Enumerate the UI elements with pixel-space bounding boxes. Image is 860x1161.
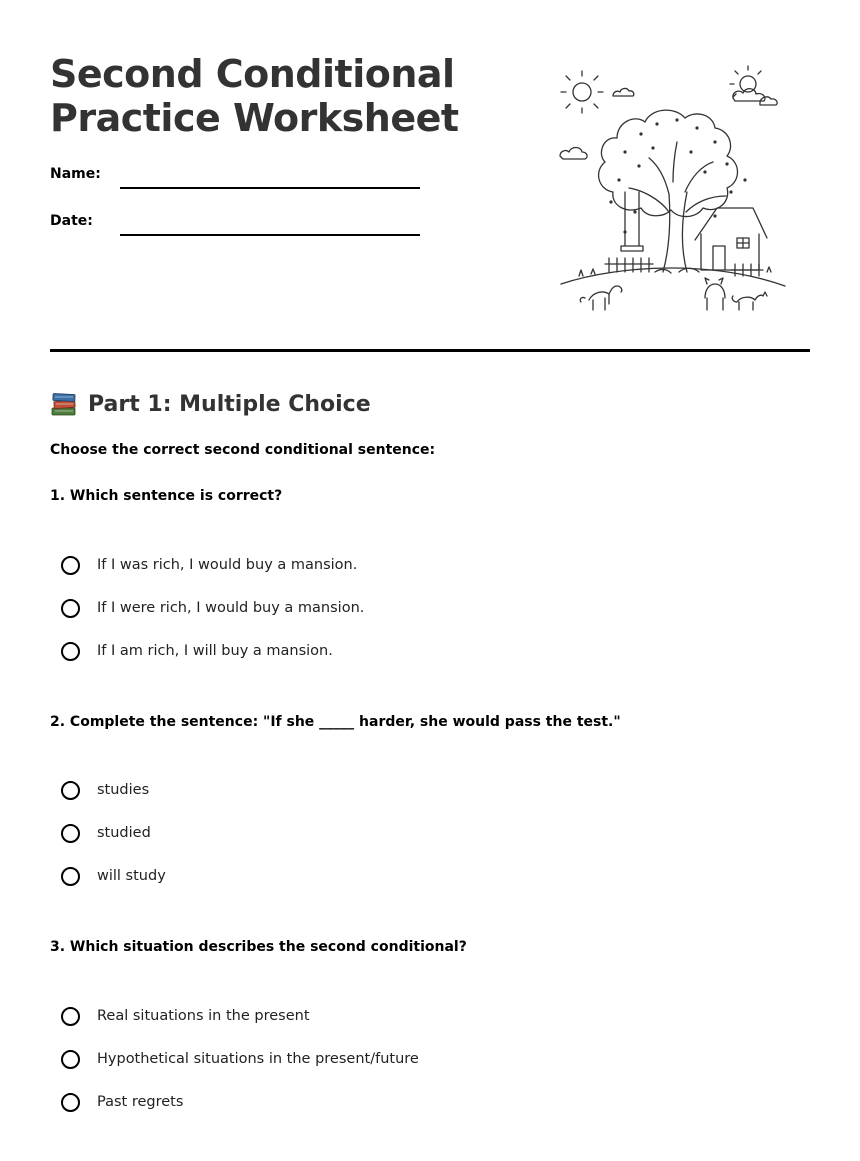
question-3: 3. Which situation describes the second conditional? bbox=[50, 939, 467, 955]
q1-option-a-radio[interactable] bbox=[61, 556, 80, 575]
q3-option-a[interactable] bbox=[60, 1004, 310, 1028]
q1-option-a[interactable] bbox=[60, 553, 357, 577]
part1-instruction: Choose the correct second conditional sentence: bbox=[50, 442, 436, 458]
q1-option-c-label: If I am rich, I will buy a mansion. bbox=[97, 643, 333, 659]
q3-option-b[interactable] bbox=[60, 1047, 419, 1071]
q1-option-b-label: If I were rich, I would buy a mansion. bbox=[97, 600, 365, 616]
books-icon bbox=[50, 391, 78, 417]
q1-option-a-label: If I was rich, I would buy a mansion. bbox=[97, 557, 358, 573]
q1-option-c-radio[interactable] bbox=[61, 642, 80, 661]
q3-option-c[interactable] bbox=[60, 1090, 183, 1114]
q2-option-a-radio[interactable] bbox=[61, 781, 80, 800]
part1-title bbox=[50, 389, 371, 419]
q2-option-b-label: studied bbox=[97, 825, 151, 841]
q3-option-b-radio[interactable] bbox=[61, 1050, 80, 1069]
title-line-1: Second Conditional bbox=[50, 52, 455, 96]
name-label: Name: bbox=[50, 166, 101, 182]
q2-option-c-radio[interactable] bbox=[61, 867, 80, 886]
q1-option-b[interactable] bbox=[60, 596, 364, 620]
q2-option-a-label: studies bbox=[97, 782, 150, 798]
header-divider bbox=[50, 349, 810, 352]
q3-option-a-radio[interactable] bbox=[61, 1007, 80, 1026]
question-2: 2. Complete the sentence: "If she _____ harder, she would pass the test." bbox=[50, 714, 621, 730]
name-field[interactable] bbox=[120, 187, 420, 189]
q2-option-b-radio[interactable] bbox=[61, 824, 80, 843]
q1-option-b-radio[interactable] bbox=[61, 599, 80, 618]
question-1: 1. Which sentence is correct? bbox=[50, 488, 283, 504]
q2-option-c-label: will study bbox=[97, 868, 166, 884]
q2-option-c[interactable] bbox=[60, 864, 166, 888]
worksheet-title bbox=[50, 52, 459, 140]
title-line-2: Practice Worksheet bbox=[50, 96, 459, 140]
q3-option-a-label: Real situations in the present bbox=[97, 1008, 310, 1024]
part1-title-text: Part 1: Multiple Choice bbox=[88, 391, 371, 417]
q3-option-c-label: Past regrets bbox=[97, 1094, 184, 1110]
date-field[interactable] bbox=[120, 234, 420, 236]
tree-house-drawing-icon bbox=[555, 62, 795, 316]
q1-option-c[interactable] bbox=[60, 639, 333, 663]
q2-option-b[interactable] bbox=[60, 821, 151, 845]
q3-option-c-radio[interactable] bbox=[61, 1093, 80, 1112]
date-label: Date: bbox=[50, 213, 93, 229]
q2-option-a[interactable] bbox=[60, 778, 149, 802]
q3-option-b-label: Hypothetical situations in the present/future bbox=[97, 1051, 419, 1067]
